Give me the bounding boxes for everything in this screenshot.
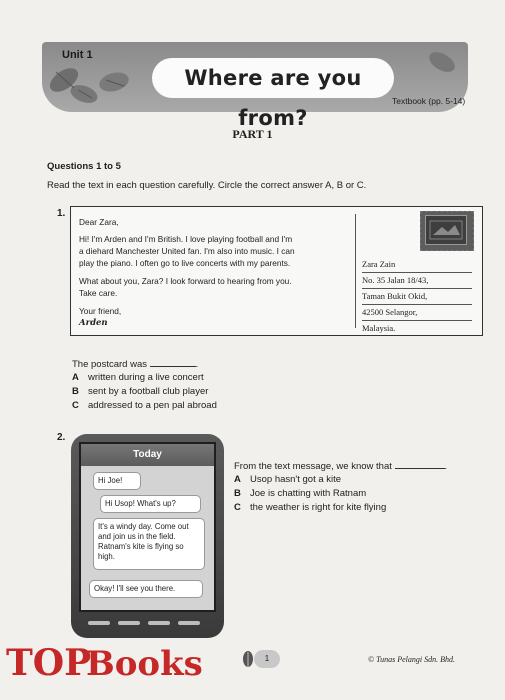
message-bubble: Hi Usop! What's up?: [100, 495, 201, 513]
phone-button: [148, 621, 170, 625]
option-c-letter[interactable]: C: [72, 400, 79, 411]
answer-blank: [150, 358, 196, 367]
stamp-icon: [425, 215, 467, 245]
letter-line: What about you, Zara? I look forward to hearing from you.: [79, 276, 292, 286]
page-number: 1: [254, 650, 280, 668]
phone-button: [88, 621, 110, 625]
letter-line: a diehard Manchester United fan. I'm also into music. I can: [79, 246, 295, 256]
message-bubble: Okay! I'll see you there.: [89, 580, 203, 598]
leaf-icon: [241, 649, 255, 669]
letter-signature: Arden: [79, 318, 108, 328]
instruction-text: Read the text in each question carefully. Circle the correct answer A, B or C.: [47, 180, 367, 191]
option-b-text[interactable]: sent by a football club player: [88, 386, 209, 397]
message-bubble: Hi Joe!: [93, 472, 141, 490]
answer-blank: [395, 460, 445, 469]
questions-header: Questions 1 to 5: [47, 161, 121, 172]
letter-line: Take care.: [79, 288, 118, 298]
option-c-text[interactable]: addressed to a pen pal abroad: [88, 400, 217, 411]
address-line: Taman Bukit Okid,: [362, 288, 472, 305]
option-c-text[interactable]: the weather is right for kite flying: [250, 502, 387, 513]
question-1-number: 1.: [57, 208, 66, 219]
message-bubble: It's a windy day. Come out and join us in the field. Ratnam's kite is flying so high.: [93, 518, 205, 570]
phone-header: Today: [81, 444, 214, 466]
option-a-text[interactable]: Usop hasn't got a kite: [250, 474, 342, 485]
logo-books-text: Books: [86, 644, 203, 684]
option-b-letter[interactable]: B: [72, 386, 79, 397]
copyright: © Tunas Pelangi Sdn. Bhd.: [368, 655, 455, 664]
letter-line: Hi! I'm Arden and I'm British. I love playing football and I'm: [79, 234, 293, 244]
phone-button: [178, 621, 200, 625]
textbook-reference: Textbook (pp. 5-14): [392, 96, 466, 106]
topbooks-logo: [0, 640, 203, 692]
page-title: Where are you from?: [184, 66, 362, 130]
address-line: Malaysia.: [362, 323, 396, 333]
address-line: Zara Zain: [362, 256, 472, 273]
address-line: No. 35 Jalan 18/43,: [362, 272, 472, 289]
letter-line: play the piano. I often go to live concerts with my parents.: [79, 258, 291, 268]
question-2-number: 2.: [57, 432, 66, 443]
logo-top-text: TOP: [6, 642, 92, 684]
option-b-letter[interactable]: B: [234, 488, 241, 499]
option-a-letter[interactable]: A: [234, 474, 241, 485]
option-c-letter[interactable]: C: [234, 502, 241, 513]
unit-label: Unit 1: [62, 49, 93, 61]
part-title: PART 1: [232, 127, 273, 141]
option-b-text[interactable]: Joe is chatting with Ratnam: [250, 488, 367, 499]
question-1-stem: The postcard was .: [72, 359, 199, 370]
letter-greeting: Dear Zara,: [79, 217, 119, 227]
phone-button: [118, 621, 140, 625]
option-a-letter[interactable]: A: [72, 372, 79, 383]
letter-closing: Your friend,: [79, 306, 122, 316]
question-2-stem: From the text message, we know that .: [234, 461, 448, 472]
address-line: 42500 Selangor,: [362, 304, 472, 321]
option-a-text[interactable]: written during a live concert: [88, 372, 204, 383]
postcard-divider: [355, 214, 356, 328]
